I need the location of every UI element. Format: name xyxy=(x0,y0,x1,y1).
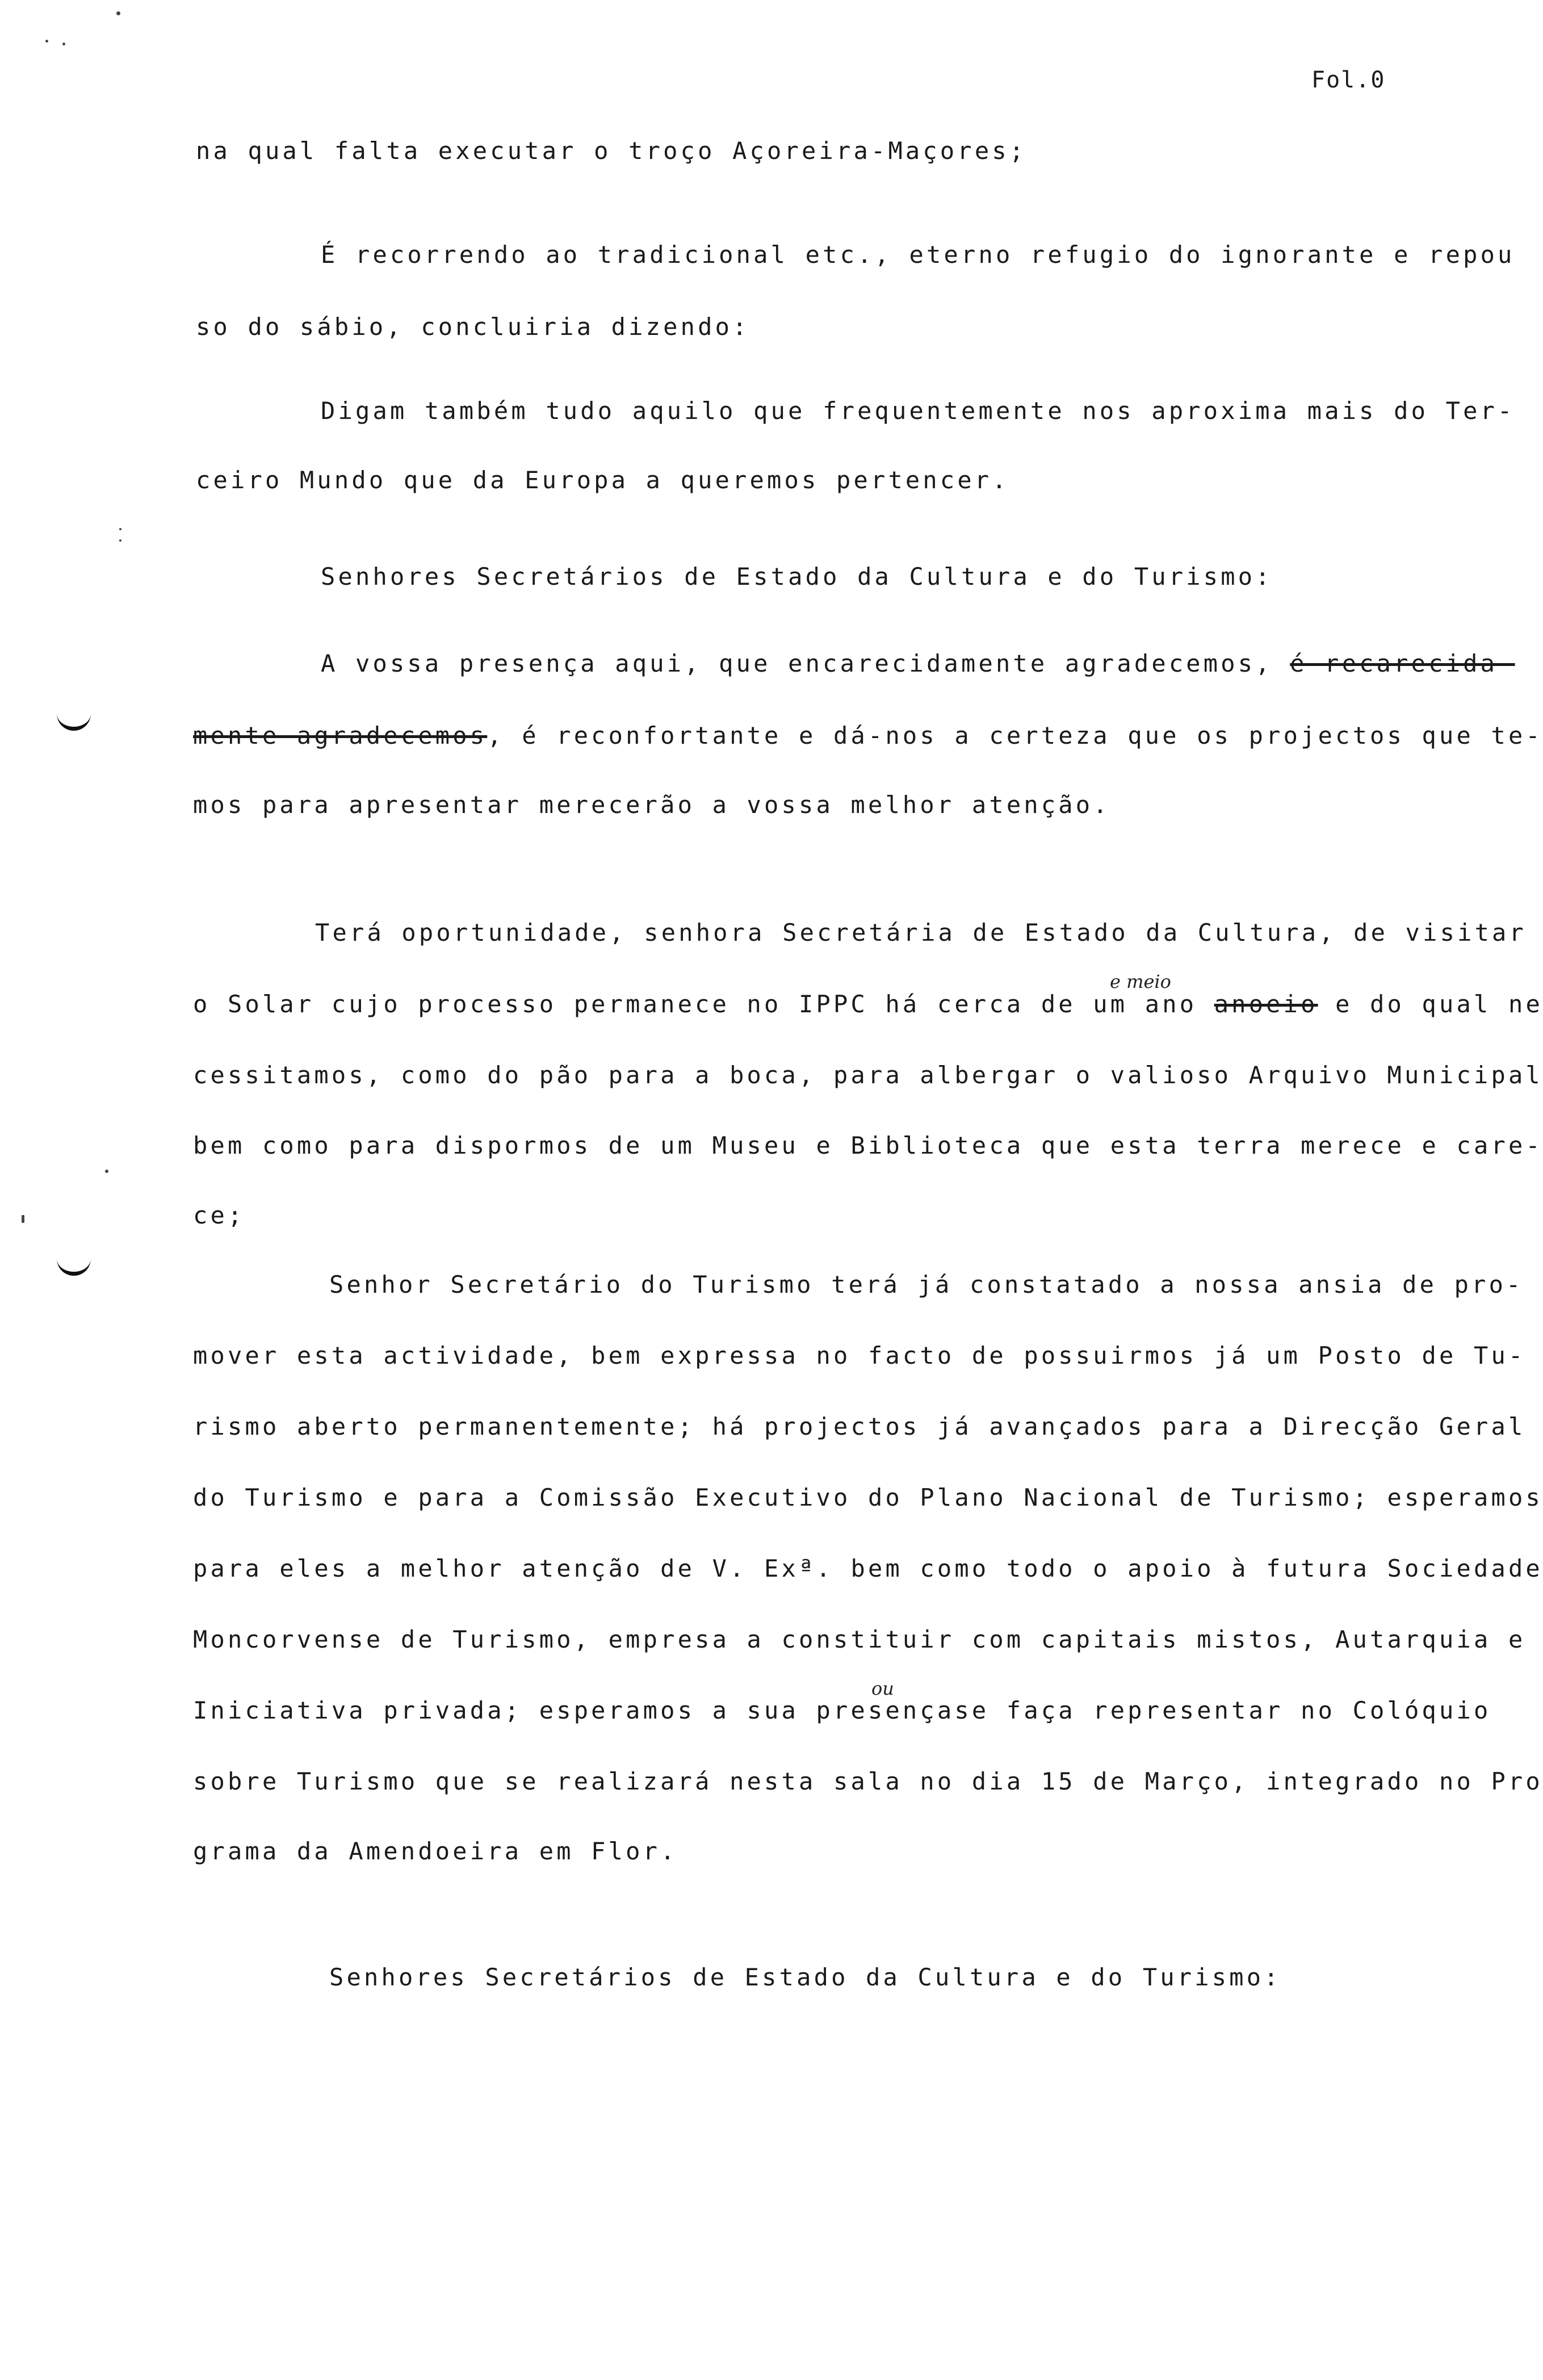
text-line: para eles a melhor atenção de V. Exª. bem como todo o apoio à futura Sociedade xyxy=(193,1554,1543,1582)
section-heading: Senhores Secretários de Estado da Cultura e do Turismo: xyxy=(321,563,1273,590)
text-line: do Turismo e para a Comissão Executivo do Plano Nacional de Turismo; esperamos xyxy=(193,1484,1543,1511)
struck-text: mente agradecemos xyxy=(193,722,488,749)
margin-speck xyxy=(45,40,48,43)
text-line: grama da Amendoeira em Flor. xyxy=(193,1837,678,1865)
text-line: Digam também tudo aquilo que frequentemente nos aproxima mais do Ter- xyxy=(321,397,1515,425)
section-heading: Senhores Secretários de Estado da Cultura e do Turismo: xyxy=(329,1963,1281,1991)
text-line: na qual falta executar o troço Açoreira-Maçores; xyxy=(196,137,1027,165)
text-line: mover esta actividade, bem expressa no facto de possuirmos já um Posto de Tu- xyxy=(193,1342,1526,1369)
text-line: so do sábio, concluiria dizendo: xyxy=(196,313,750,341)
text-line xyxy=(193,1696,1491,1724)
text-line: É recorrendo ao tradicional etc., eterno refugio do ignorante e repou xyxy=(321,241,1515,269)
struck-text: anoeio xyxy=(1214,990,1318,1018)
margin-speck xyxy=(116,11,120,15)
text-span: e do qual ne xyxy=(1318,990,1543,1018)
text-line: bem como para dispormos de um Museu e Biblioteca que esta terra merece e care- xyxy=(193,1132,1543,1159)
text-line: rismo aberto permanentemente; há projectos já avançados para a Direcção Geral xyxy=(193,1413,1526,1440)
text-line xyxy=(321,652,1515,676)
text-line: Terá oportunidade, senhora Secretária de Estado da Cultura, de visitar xyxy=(315,919,1527,946)
text-line: Moncorvense de Turismo, empresa a constituir com capitais mistos, Autarquia e xyxy=(193,1625,1526,1653)
text-span: o Solar cujo processo permanece no IPPC há cerca de um ano xyxy=(193,990,1214,1018)
margin-mark xyxy=(57,1249,91,1276)
margin-mark xyxy=(57,704,91,731)
margin-speck xyxy=(119,528,121,530)
text-span: A vossa presença aqui, que encarecidamente agradecemos, xyxy=(321,650,1290,677)
text-line: mos para apresentar merecerão a vossa melhor atenção. xyxy=(193,791,1110,819)
text-line xyxy=(193,992,1543,1016)
margin-speck xyxy=(119,539,121,542)
text-span: , é reconfortante e dá-nos a certeza que os projectos que te- xyxy=(487,722,1543,749)
text-line: sobre Turismo que se realizará nesta sala no dia 15 de Março, integrado no Pro xyxy=(193,1767,1543,1795)
text-span: se faça representar no Colóquio xyxy=(954,1696,1491,1724)
text-line: ceiro Mundo que da Europa a queremos pertencer. xyxy=(196,466,1009,494)
text-line: ce; xyxy=(193,1201,245,1229)
text-line: Senhor Secretário do Turismo terá já constatado a nossa ansia de pro- xyxy=(329,1271,1524,1298)
text-span: Iniciativa privada; esperamos a sua presença xyxy=(193,1696,955,1724)
text-line xyxy=(193,724,1543,748)
margin-speck xyxy=(22,1215,24,1223)
struck-text: é recarecida- xyxy=(1290,650,1515,677)
margin-speck xyxy=(105,1170,108,1173)
handwritten-insert: e meio xyxy=(1110,971,1171,992)
handwritten-insert: ou xyxy=(871,1678,894,1699)
text-line: cessitamos, como do pão para a boca, para albergar o valioso Arquivo Municipal xyxy=(193,1061,1543,1089)
folio-number: Fol.0 xyxy=(1311,67,1386,93)
margin-speck xyxy=(62,43,65,45)
